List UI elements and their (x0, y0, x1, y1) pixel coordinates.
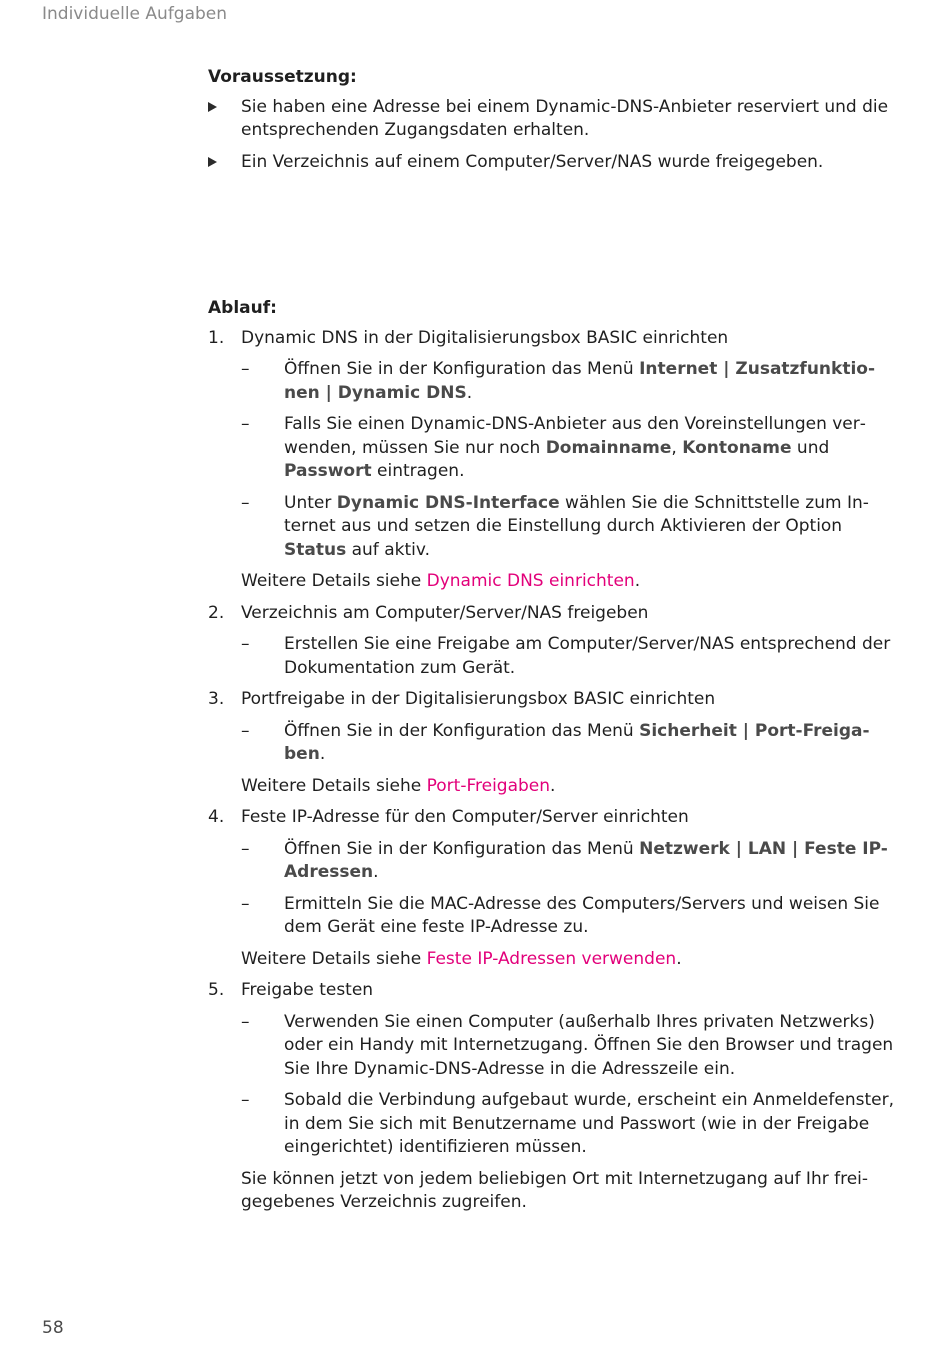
menu-path-sicherheit: Sicherheit (639, 720, 737, 741)
details-note: Weitere Details siehe Feste IP-Adressen verwenden. (241, 948, 682, 969)
ablauf-heading: Ablauf: (208, 298, 277, 318)
field-passwort: Passwort (284, 461, 372, 481)
link-port-freigaben[interactable]: Port-Freigaben (426, 775, 551, 796)
substep: – Ermitteln Sie die MAC-Adresse des Computers/Servers und weisen Sie dem Gerät eine feste IP-Adresse zu. (241, 893, 880, 937)
requirement-item (208, 96, 898, 143)
field-kontoname: Kontoname (682, 437, 792, 458)
step-title: Dynamic DNS in der Digitalisierungsbox BASIC einrichten (241, 327, 729, 348)
field-domainname: Domainname (545, 437, 672, 458)
step-3 (208, 688, 898, 712)
requirement-text: Ein Verzeichnis auf einem Computer/Server/NAS wurde freigegeben. (241, 151, 824, 172)
substep: – Erstellen Sie eine Freigabe am Computer/Server/NAS entsprechend der Dokumentation zum Gerät. (241, 634, 891, 678)
menu-path-netzwerk: Netzwerk (639, 838, 730, 859)
closing-note: Sie können jetzt von jedem beliebigen Ort mit Internetzugang auf Ihr freigegebenes Verzeichnis zugreifen. (241, 1168, 869, 1212)
menu-path-feste-ip-adressen: Feste IP-Adressen (284, 838, 888, 882)
running-header: Individuelle Aufgaben (42, 4, 228, 24)
step-5 (208, 979, 898, 1003)
main-content (208, 66, 898, 1223)
substep: – Verwenden Sie einen Computer (außerhalb Ihres privaten Netzwerks) oder ein Handy mit Internetzugang. Öffnen Sie den Browser und tragen Sie Ihre Dynamic-DNS-Adresse in die Adresszeile ein. (241, 1011, 894, 1079)
page-number: 58 (42, 1318, 64, 1338)
requirement-text: Sie haben eine Adresse bei einem Dynamic-DNS-Anbieter reserviert und die entsprechenden Zugangsdaten erhalten. (241, 96, 889, 140)
substep: – Sobald die Verbindung aufgebaut wurde, erscheint ein Anmeldefenster, in dem Sie sich mit Benutzername und Passwort (wie in der Freigabe eingerichtet) identifizieren müssen. (241, 1090, 894, 1157)
menu-path-port-freigaben: Port-Freigaben (284, 720, 870, 764)
step-title: Feste IP-Adresse für den Computer/Server einrichten (241, 807, 689, 827)
step-1 (208, 327, 898, 351)
menu-path-internet: Internet (639, 359, 718, 379)
step-number: 1. (208, 327, 225, 348)
menu-path-dynamic-dns: Dynamic DNS (337, 382, 467, 403)
details-note: Weitere Details siehe Port-Freigaben. (241, 775, 556, 796)
step-number: 4. (208, 807, 225, 827)
step-4 (208, 806, 898, 830)
requirement-item (208, 151, 898, 175)
link-dynamic-dns-einrichten[interactable]: Dynamic DNS einrichten (426, 571, 635, 591)
step-number: 5. (208, 980, 225, 1000)
menu-path-lan: LAN (747, 838, 787, 859)
voraussetzung-heading: Voraussetzung: (208, 67, 357, 87)
triangle-bullet-icon (208, 157, 217, 167)
step-title: Verzeichnis am Computer/Server/NAS freigeben (241, 602, 649, 623)
step-2 (208, 602, 898, 626)
triangle-bullet-icon (208, 102, 217, 112)
step-number: 3. (208, 689, 225, 709)
substep: – Öffnen Sie in der Konfiguration das Menü Sicherheit | Port-Freigaben. (241, 720, 870, 764)
menu-path-zusatzfunktionen: Zusatzfunktionen (284, 359, 876, 403)
details-note: Weitere Details siehe Dynamic DNS einrichten. (241, 571, 641, 591)
field-status: Status (284, 539, 347, 560)
field-dynamic-dns-interface: Dynamic DNS-Interface (336, 492, 560, 513)
step-title: Freigabe testen (241, 980, 374, 1000)
substep: – Öffnen Sie in der Konfiguration das Menü Internet | Zusatzfunktionen | Dynamic DNS. (241, 359, 876, 403)
substep: – Öffnen Sie in der Konfiguration das Menü Netzwerk | LAN | Feste IP-Adressen. (241, 838, 888, 882)
substep: – Falls Sie einen Dynamic-DNS-Anbieter aus den Voreinstellungen verwenden, müssen Sie nur noch Domainname, Kontoname und Passwort eintragen. (241, 414, 866, 481)
substep: – Unter Dynamic DNS-Interface wählen Sie die Schnittstelle zum Internet aus und setzen die Einstellung durch Aktivieren der Option Status auf aktiv. (241, 492, 869, 560)
step-title: Portfreigabe in der Digitalisierungsbox BASIC einrichten (241, 689, 716, 709)
link-feste-ip-adressen-verwenden[interactable]: Feste IP-Adressen verwenden (426, 948, 677, 969)
step-number: 2. (208, 602, 225, 623)
